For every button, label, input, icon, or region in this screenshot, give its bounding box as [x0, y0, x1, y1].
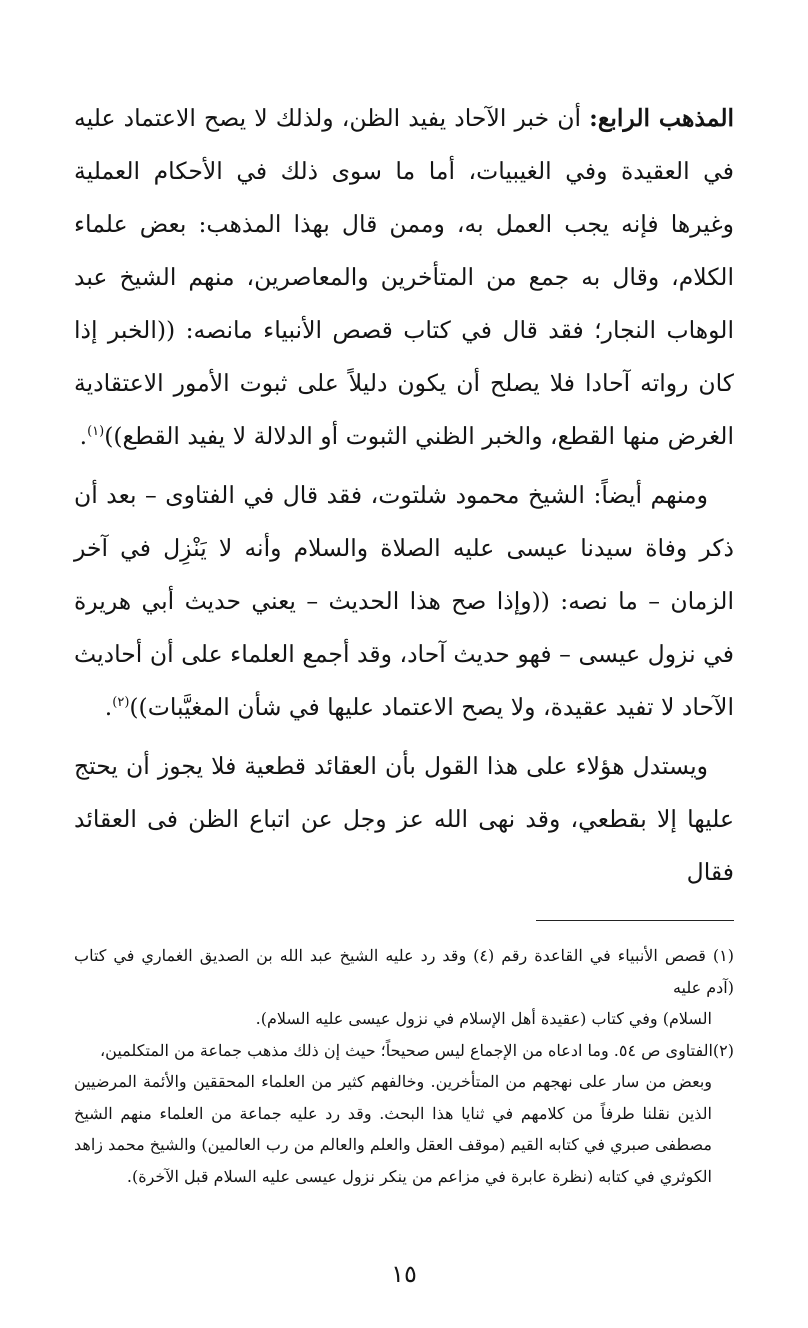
- footnote-2-continuation: وبعض من سار على نهجهم من المتأخرين. وخالفهم كثير من العلماء المحققين والأئمة المرضيين الذين نقلنا طرفاً من كلامهم في ثنايا هذا البحث. وقد رد عليه جماعة من العلماء منهم الشيخ مصطفى صبري في كتابه القيم (موقف العقل والعلم والعالم من رب العالمين) والشيخ محمد زاهد الكوثري في كتابه (نظرة عابرة في مزاعم من ينكر نزول عيسى عليه السلام قبل الآخرة).: [74, 1072, 712, 1186]
- footnote-1-continuation: السلام) وفي كتاب (عقيدة أهل الإسلام في نزول عيسى عليه السلام).: [255, 1009, 712, 1028]
- paragraph-fourth-doctrine: [74, 92, 734, 463]
- section-heading: المذهب الرابع:: [589, 104, 735, 132]
- paragraph-text: ومنهم أيضاً: الشيخ محمود شلتوت، فقد قال في الفتاوى – بعد أن ذكر وفاة سيدنا عيسى عليه الصلاة والسلام وأنه لا يَنْزِل في آخر الزمان – ما نصه: ((وإذا صح هذا الحديث – يعني حديث أبي هريرة في نزول عيسى – فهو حديث آحاد، وقد أجمع العلماء على أن أحاديث الآحاد لا تفيد عقيدة، ولا يصح الاعتماد عليها في شأن المغيَّبات)): [74, 481, 734, 721]
- footnote-1: (١) قصص الأنبياء في القاعدة رقم (٤) وقد رد عليه الشيخ عبد الله بن الصديق الغماري في كتاب (آدم عليه: [74, 946, 734, 997]
- paragraph-end: .: [104, 693, 113, 721]
- main-text: [74, 92, 734, 899]
- footnote-separator: [536, 920, 734, 921]
- footnote-reference-1: (١): [87, 424, 105, 440]
- footnote-2: (٢)الفتاوى ص ٥٤. وما ادعاه من الإجماع ليس صحيحاً؛ حيث إن ذلك مذهب جماعة من المتكلمين،: [100, 1040, 734, 1060]
- paragraph-text: أن خبر الآحاد يفيد الظن، ولذلك لا يصح الاعتماد عليه في العقيدة وفي الغيبيات، أما ما سوى ذلك في الأحكام العملية وغيرها فإنه يجب العمل به، وممن قال بهذا المذهب: بعض علماء الكلام، وقال به جمع من المتأخرين والمعاصرين، منهم الشيخ عبد الوهاب النجار؛ فقد قال في كتاب قصص الأنبياء مانصه: ((الخبر إذا كان رواته آحادا فلا يصلح أن يكون دليلاً على ثبوت الأمور الاعتقادية الغرض منها القطع، والخبر الظني الثبوت أو الدلالة لا يفيد القطع)): [74, 104, 734, 450]
- footnotes: [74, 940, 734, 1192]
- book-page: [74, 92, 735, 1288]
- footnote-reference-2: (٢): [112, 695, 130, 711]
- page-number: ١٥: [391, 1260, 417, 1288]
- paragraph-shaltut: [74, 469, 734, 734]
- paragraph-text: ويستدل هؤلاء على هذا القول بأن العقائد قطعية فلا يجوز أن يحتج عليها إلا بقطعي، وقد نهى الله عز وجل عن اتباع الظن فى العقائد فقال: [74, 752, 734, 886]
- paragraph-end: .: [79, 422, 88, 450]
- paragraph-evidence: [74, 740, 734, 899]
